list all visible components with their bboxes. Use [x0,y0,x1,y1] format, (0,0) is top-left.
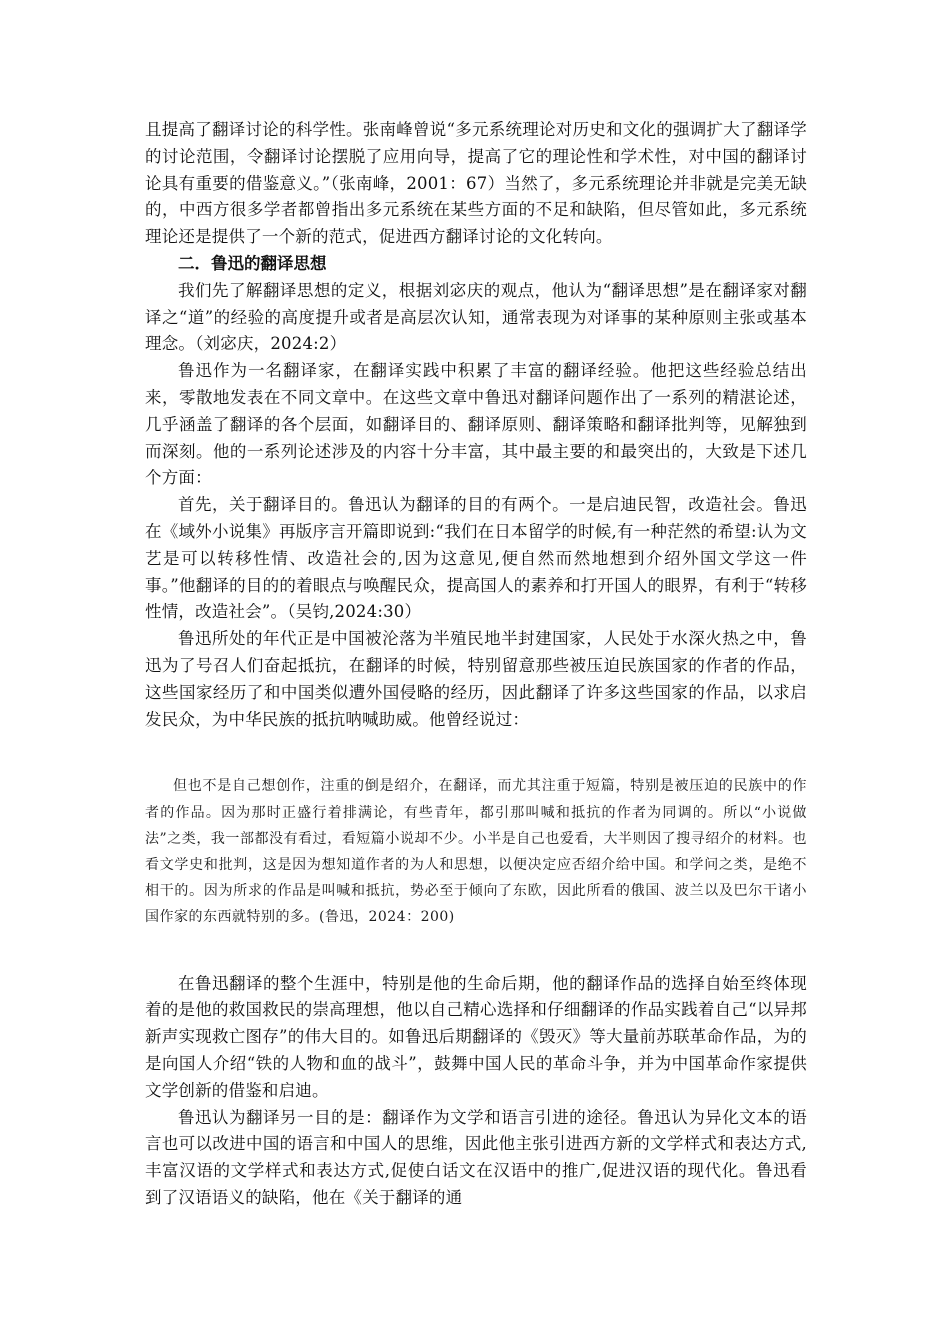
body-paragraph: 鲁迅认为翻译另一目的是：翻译作为文学和语言引进的途径。鲁迅认为异化文本的语言也可以改进中国的语言和中国人的思维，因此他主张引进西方新的文学样式和表达方式,丰富汉语的文学样式和表达方式,促使白话文在汉语中的推广,促进汉语的现代化。鲁迅看到了汉语语义的缺陷，他在《关于翻译的通 [145,1107,807,1207]
body-paragraph: 在鲁迅翻译的整个生涯中，特别是他的生命后期，他的翻译作品的选择自始至终体现着的是他的救国救民的崇高理想，他以自己精心选择和仔细翻译的作品实践着自己“以异邦新声实现救亡图存”的伟大目的。如鲁迅后期翻译的《毁灭》等大量前苏联革命作品，为的是向国人介绍“铁的人物和血的战斗”，鼓舞中国人民的革命斗争，并为中国革命作家提供文学创新的借鉴和启迪。 [145,973,807,1100]
body-paragraph: 鲁迅所处的年代正是中国被沦落为半殖民地半封建国家，人民处于水深火热之中，鲁迅为了号召人们奋起抵抗，在翻译的时候，特别留意那些被压迫民族国家的作者的作品，这些国家经历了和中国类似遭外国侵略的经历，因此翻译了许多这些国家的作品，以求启发民众，为中华民族的抵抗呐喊助威。他曾经说过： [145,629,807,729]
body-paragraph: 且提高了翻译讨论的科学性。张南峰曾说“多元系统理论对历史和文化的强调扩大了翻译学的讨论范围，令翻译讨论摆脱了应用向导，提高了它的理论性和学术性，对中国的翻译讨论具有重要的借鉴意义。”（张南峰，2001：67）当然了，多元系统理论并非就是完美无缺的，中西方很多学者都曾指出多元系统在某些方面的不足和缺陷，但尽管如此，多元系统理论还是提供了一个新的范式，促进西方翻译讨论的文化转向。 [145,120,807,247]
document-page [145,117,807,1212]
body-paragraph: 鲁迅作为一名翻译家，在翻译实践中积累了丰富的翻译经验。他把这些经验总结出来，零散地发表在不同文章中。在这些文章中鲁迅对翻译问题作出了一系列的精湛论述，几乎涵盖了翻译的各个层面，如翻译目的、翻译原则、翻译策略和翻译批判等，见解独到而深刻。他的一系列论述涉及的内容十分丰富，其中最主要的和最突出的，大致是下述几个方面： [145,361,807,488]
section-heading: 二．鲁迅的翻译思想 [178,253,327,273]
body-paragraph: 首先，关于翻译目的。鲁迅认为翻译的目的有两个。一是启迪民智，改造社会。鲁迅在《域外小说集》再版序言开篇即说到:“我们在日本留学的时候,有一种茫然的希望:认为文艺是可以转移性情、改造社会的,因为这意见,便自然而然地想到介绍外国文学这一件事。”他翻译的目的的着眼点与唤醒民众，提高国人的素养和打开国人的眼界，有利于“转移性情，改造社会”。（吴钧,2024:30） [145,495,807,622]
block-quote: 但也不是自己想创作，注重的倒是绍介，在翻译，而尤其注重于短篇，特别是被压迫的民族中的作者的作品。因为那时正盛行着排满论，有些青年，都引那叫喊和抵抗的作者为同调的。所以“小说做法”之类，我一部都没有看过，看短篇小说却不少。小半是自己也爱看，大半则因了搜寻绍介的材料。也看文学史和批判，这是因为想知道作者的为人和思想，以便决定应否绍介给中国。和学问之类，是绝不相干的。因为所求的作品是叫喊和抵抗，势必至于倾向了东欧，因此所看的俄国、波兰以及巴尔干诸小国作家的东西就特别的多。(鲁迅，2024：200) [145,778,807,926]
body-paragraph: 我们先了解翻译思想的定义，根据刘宓庆的观点，他认为“翻译思想”是在翻译家对翻译之“道”的经验的高度提升或者是高层次认知，通常表现为对译事的某种原则主张或基本理念。（刘宓庆，2024:2） [145,280,807,354]
